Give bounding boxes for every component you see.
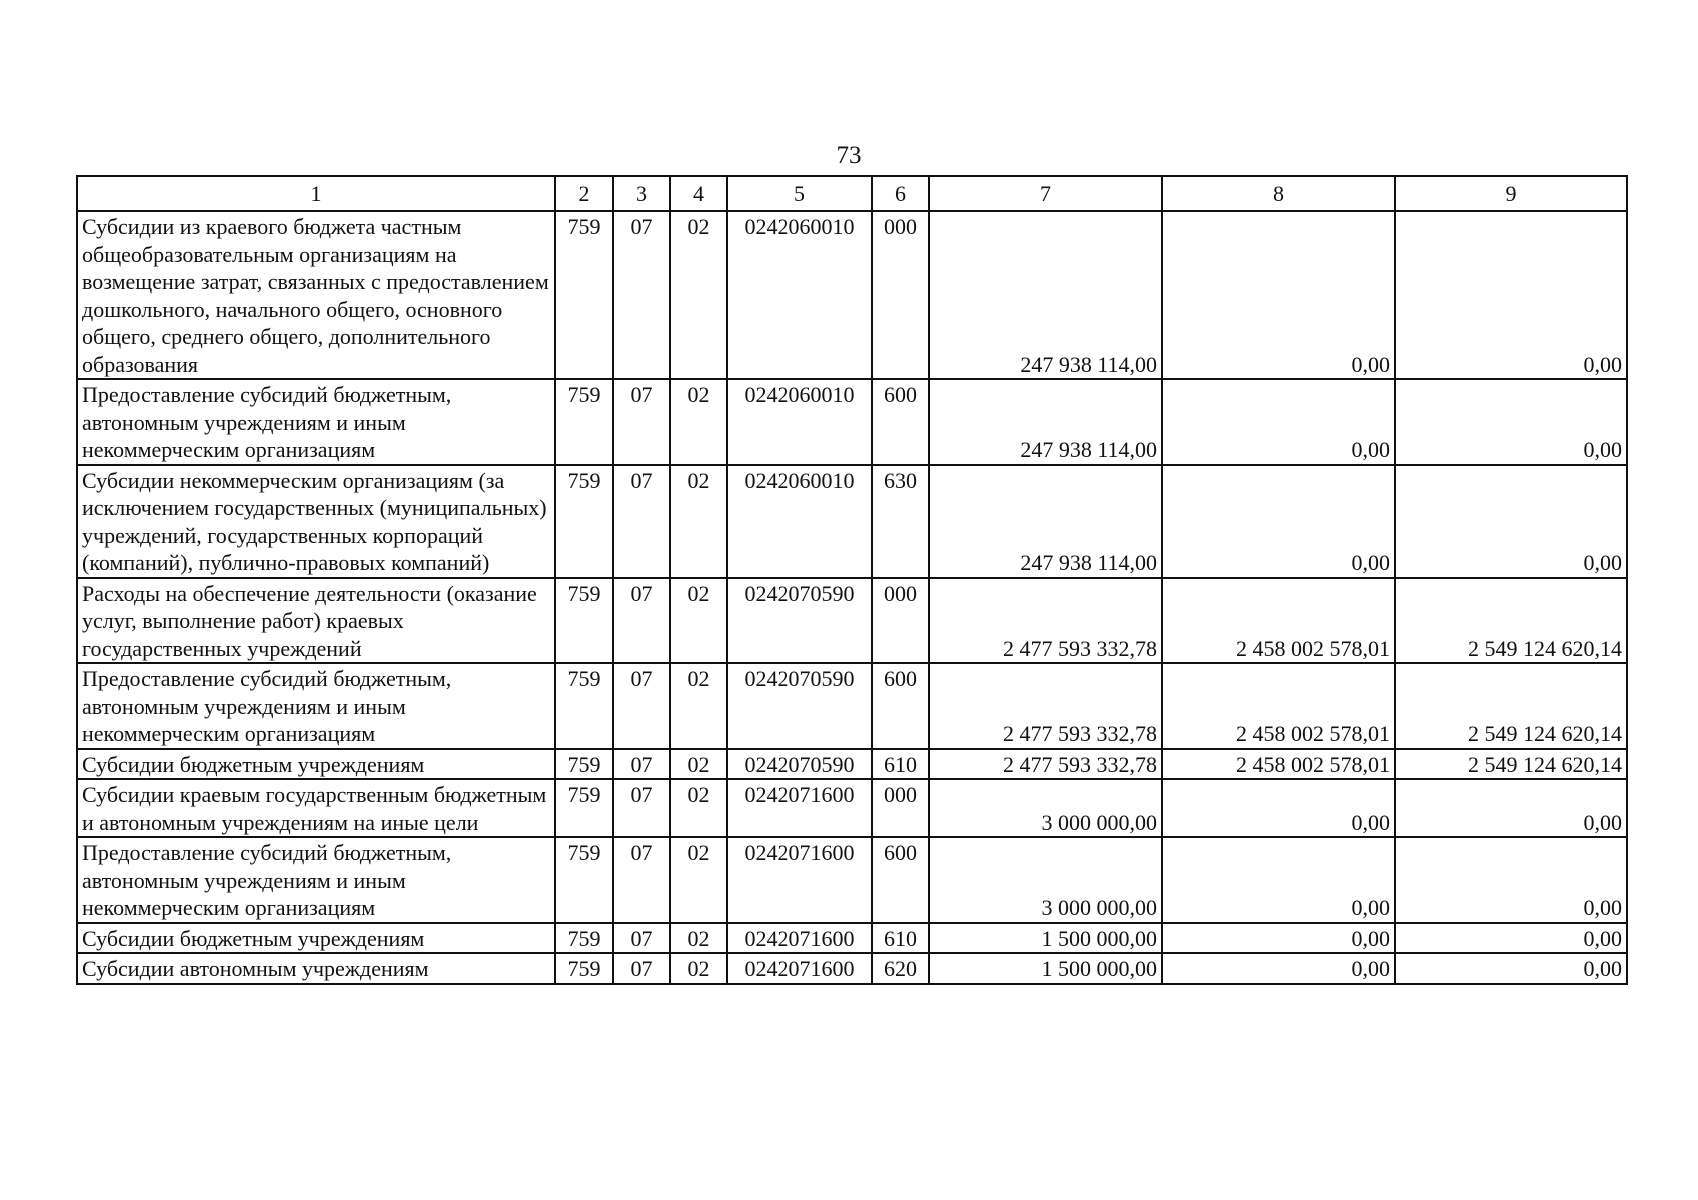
chapter-code: 759 [555,578,613,664]
chapter-code: 759 [555,923,613,954]
expense-type-code: 620 [872,953,929,984]
target-item-code: 0242071600 [727,953,872,984]
table-row [77,953,1627,984]
section-code: 07 [613,465,670,578]
chapter-code: 759 [555,211,613,379]
amount-year-3: 2 549 124 620,14 [1395,663,1627,749]
amount-year-1: 2 477 593 332,78 [929,749,1162,780]
expense-type-code: 000 [872,211,929,379]
subsection-code: 02 [670,465,727,578]
chapter-code: 759 [555,779,613,837]
expense-type-code: 000 [872,578,929,664]
subsection-code: 02 [670,953,727,984]
amount-year-1: 2 477 593 332,78 [929,663,1162,749]
subsection-code: 02 [670,837,727,923]
amount-year-3: 0,00 [1395,779,1627,837]
header-row [77,176,1627,211]
target-item-code: 0242060010 [727,379,872,465]
row-description: Субсидии бюджетным учреждениям [77,749,555,780]
subsection-code: 02 [670,663,727,749]
table-row [77,837,1627,923]
amount-year-3: 0,00 [1395,211,1627,379]
amount-year-3: 0,00 [1395,953,1627,984]
amount-year-1: 3 000 000,00 [929,837,1162,923]
header-cell: 8 [1162,176,1395,211]
table-row [77,749,1627,780]
row-description: Субсидии из краевого бюджета частным общеобразовательным организациям на возмещение затрат, связанных с предоставлением дошкольного, начального общего, основного общего, среднего общего, дополнительного образования [77,211,555,379]
target-item-code: 0242070590 [727,578,872,664]
amount-year-2: 2 458 002 578,01 [1162,578,1395,664]
section-code: 07 [613,379,670,465]
target-item-code: 0242070590 [727,749,872,780]
target-item-code: 0242060010 [727,211,872,379]
header-cell: 5 [727,176,872,211]
expense-type-code: 600 [872,663,929,749]
row-description: Субсидии автономным учреждениям [77,953,555,984]
expense-type-code: 610 [872,749,929,780]
chapter-code: 759 [555,465,613,578]
amount-year-3: 0,00 [1395,923,1627,954]
table-row [77,923,1627,954]
row-description: Расходы на обеспечение деятельности (оказание услуг, выполнение работ) краевых государственных учреждений [77,578,555,664]
expense-type-code: 600 [872,379,929,465]
amount-year-2: 0,00 [1162,953,1395,984]
amount-year-3: 0,00 [1395,379,1627,465]
amount-year-1: 2 477 593 332,78 [929,578,1162,664]
amount-year-2: 0,00 [1162,465,1395,578]
table-row [77,211,1627,379]
page-number: 73 [836,142,862,169]
row-description: Предоставление субсидий бюджетным, автономным учреждениям и иным некоммерческим организациям [77,663,555,749]
target-item-code: 0242071600 [727,837,872,923]
header-cell: 1 [77,176,555,211]
table-row [77,663,1627,749]
subsection-code: 02 [670,779,727,837]
expense-type-code: 000 [872,779,929,837]
amount-year-1: 247 938 114,00 [929,211,1162,379]
section-code: 07 [613,578,670,664]
chapter-code: 759 [555,749,613,780]
expense-type-code: 600 [872,837,929,923]
header-cell: 6 [872,176,929,211]
section-code: 07 [613,837,670,923]
header-cell: 9 [1395,176,1627,211]
amount-year-2: 0,00 [1162,923,1395,954]
amount-year-2: 0,00 [1162,379,1395,465]
amount-year-1: 247 938 114,00 [929,379,1162,465]
section-code: 07 [613,779,670,837]
chapter-code: 759 [555,379,613,465]
subsection-code: 02 [670,211,727,379]
table-row [77,578,1627,664]
target-item-code: 0242070590 [727,663,872,749]
expense-type-code: 630 [872,465,929,578]
amount-year-1: 247 938 114,00 [929,465,1162,578]
row-description: Субсидии бюджетным учреждениям [77,923,555,954]
section-code: 07 [613,953,670,984]
amount-year-1: 1 500 000,00 [929,953,1162,984]
budget-table [76,175,1628,985]
header-cell: 2 [555,176,613,211]
header-cell: 3 [613,176,670,211]
row-description: Субсидии некоммерческим организациям (за исключением государственных (муниципальных) учреждений, государственных корпораций (компаний), публично-правовых компаний) [77,465,555,578]
target-item-code: 0242071600 [727,923,872,954]
amount-year-3: 2 549 124 620,14 [1395,749,1627,780]
table-row [77,379,1627,465]
section-code: 07 [613,211,670,379]
subsection-code: 02 [670,379,727,465]
target-item-code: 0242071600 [727,779,872,837]
target-item-code: 0242060010 [727,465,872,578]
expense-type-code: 610 [872,923,929,954]
subsection-code: 02 [670,923,727,954]
subsection-code: 02 [670,749,727,780]
row-description: Субсидии краевым государственным бюджетным и автономным учреждениям на иные цели [77,779,555,837]
amount-year-2: 2 458 002 578,01 [1162,663,1395,749]
header-cell: 4 [670,176,727,211]
amount-year-2: 0,00 [1162,779,1395,837]
amount-year-3: 0,00 [1395,837,1627,923]
chapter-code: 759 [555,837,613,923]
section-code: 07 [613,749,670,780]
amount-year-1: 3 000 000,00 [929,779,1162,837]
amount-year-1: 1 500 000,00 [929,923,1162,954]
row-description: Предоставление субсидий бюджетным, автономным учреждениям и иным некоммерческим организациям [77,837,555,923]
chapter-code: 759 [555,663,613,749]
chapter-code: 759 [555,953,613,984]
section-code: 07 [613,663,670,749]
table-row [77,465,1627,578]
subsection-code: 02 [670,578,727,664]
row-description: Предоставление субсидий бюджетным, автономным учреждениям и иным некоммерческим организациям [77,379,555,465]
amount-year-3: 2 549 124 620,14 [1395,578,1627,664]
header-cell: 7 [929,176,1162,211]
amount-year-2: 0,00 [1162,837,1395,923]
section-code: 07 [613,923,670,954]
amount-year-2: 0,00 [1162,211,1395,379]
amount-year-3: 0,00 [1395,465,1627,578]
amount-year-2: 2 458 002 578,01 [1162,749,1395,780]
table-row [77,779,1627,837]
